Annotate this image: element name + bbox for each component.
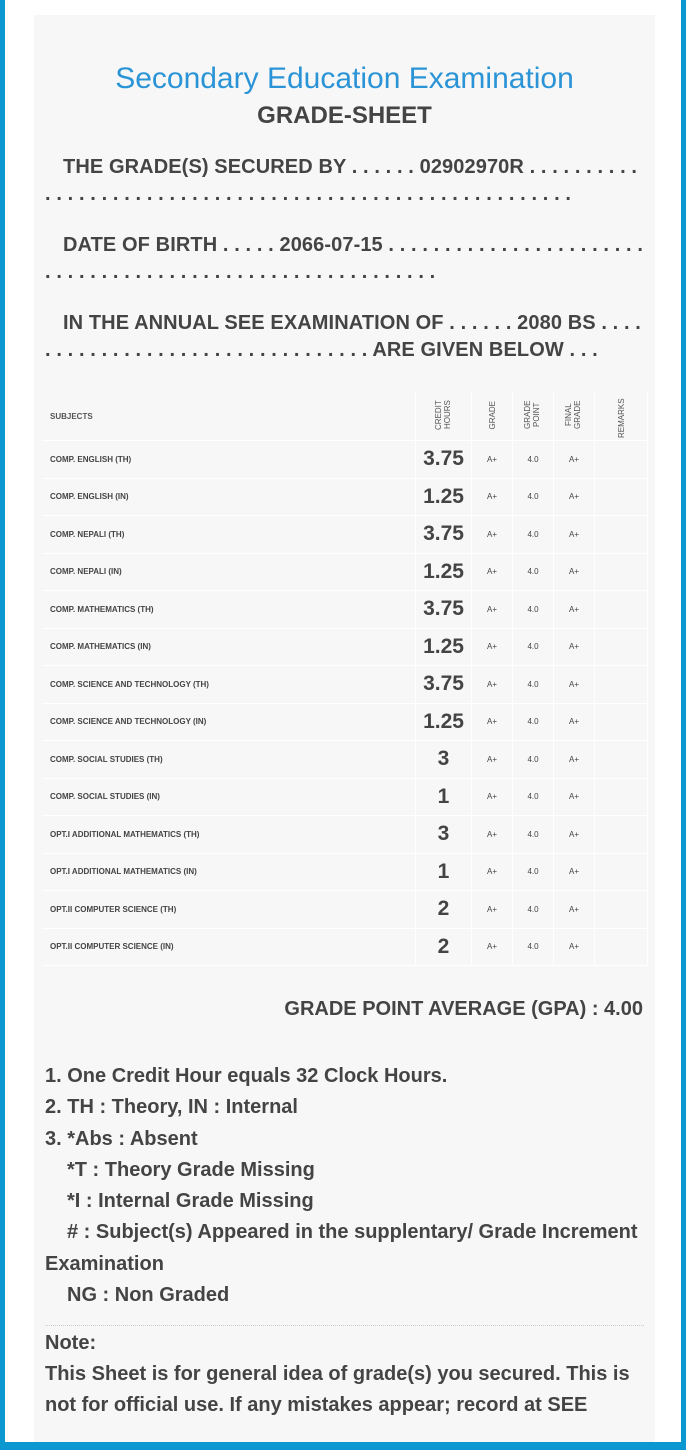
final-grade-cell: A+ — [554, 591, 595, 629]
subject-cell: OPT.I ADDITIONAL MATHEMATICS (TH) — [42, 816, 416, 854]
final-grade-cell: A+ — [554, 441, 595, 479]
header-credit-hours: CREDIT HOURS — [416, 392, 472, 441]
grade-point-cell: 4.0 — [513, 891, 554, 929]
header-remarks: REMARKS — [595, 392, 648, 441]
table-row — [42, 778, 648, 816]
dob-line: DATE OF BIRTH . . . . . 2066-07-15 . . . . . . . . . . . . . . . . . . . . . . . . . . . . . . . . . . . . . . . . . . . . . . . . . . . . . . . . . . — [45, 234, 643, 283]
credit-hours-cell: 1.25 — [416, 553, 472, 591]
remarks-cell — [595, 741, 648, 779]
remarks-cell — [595, 778, 648, 816]
grade-sheet-card — [34, 15, 655, 1442]
grade-point-cell: 4.0 — [513, 441, 554, 479]
secured-by-line: THE GRADE(S) SECURED BY . . . . . . 02902970R . . . . . . . . . . . . . . . . . . . . . . . . . . . . . . . . . . . . . . . . . . . . . . . . . . . . . . . . . — [45, 156, 638, 205]
subject-cell: COMP. SOCIAL STUDIES (IN) — [42, 778, 416, 816]
grade-cell: A+ — [472, 853, 513, 891]
final-grade-cell: A+ — [554, 928, 595, 966]
grade-point-cell: 4.0 — [513, 666, 554, 704]
table-row — [42, 816, 648, 854]
subject-cell: OPT.II COMPUTER SCIENCE (TH) — [42, 891, 416, 929]
subject-cell: COMP. NEPALI (IN) — [42, 553, 416, 591]
remarks-cell — [595, 891, 648, 929]
grade-cell: A+ — [472, 666, 513, 704]
note-text: This Sheet is for general idea of grade(s) you secured. This is not for official use. If any mistakes appear; record at SEE — [45, 1363, 630, 1417]
table-row — [42, 516, 648, 554]
subject-cell: COMP. SCIENCE AND TECHNOLOGY (IN) — [42, 703, 416, 741]
header-subjects: SUBJECTS — [42, 392, 416, 441]
gpa-summary: GRADE POINT AVERAGE (GPA) : 4.00 — [284, 998, 643, 1020]
subject-cell: COMP. ENGLISH (IN) — [42, 478, 416, 516]
final-grade-cell: A+ — [554, 628, 595, 666]
table-row — [42, 928, 648, 966]
final-grade-cell: A+ — [554, 666, 595, 704]
legend-item: *I : Internal Grade Missing — [67, 1190, 314, 1213]
divider — [45, 1325, 644, 1326]
credit-hours-cell: 3.75 — [416, 666, 472, 704]
legend-item: 1. One Credit Hour equals 32 Clock Hours. — [45, 1065, 448, 1087]
table-row — [42, 591, 648, 629]
subject-cell: OPT.I ADDITIONAL MATHEMATICS (IN) — [42, 853, 416, 891]
final-grade-cell: A+ — [554, 816, 595, 854]
subject-cell: COMP. SCIENCE AND TECHNOLOGY (TH) — [42, 666, 416, 704]
remarks-cell — [595, 853, 648, 891]
credit-hours-cell: 3 — [416, 741, 472, 779]
grade-point-cell: 4.0 — [513, 628, 554, 666]
grade-point-cell: 4.0 — [513, 478, 554, 516]
header-final-grade: FINAL GRADE — [554, 392, 595, 441]
subject-cell: COMP. NEPALI (TH) — [42, 516, 416, 554]
table-row — [42, 628, 648, 666]
table-row — [42, 478, 648, 516]
grade-point-cell: 4.0 — [513, 816, 554, 854]
subject-cell: COMP. SOCIAL STUDIES (TH) — [42, 741, 416, 779]
credit-hours-cell: 3.75 — [416, 516, 472, 554]
remarks-cell — [595, 553, 648, 591]
grade-cell: A+ — [472, 741, 513, 779]
remarks-cell — [595, 591, 648, 629]
remarks-cell — [595, 666, 648, 704]
table-row — [42, 441, 648, 479]
grade-point-cell: 4.0 — [513, 516, 554, 554]
legend-item: 3. *Abs : Absent — [45, 1127, 198, 1150]
note-label: Note: — [45, 1332, 97, 1355]
remarks-cell — [595, 516, 648, 554]
credit-hours-cell: 3.75 — [416, 591, 472, 629]
final-grade-cell: A+ — [554, 553, 595, 591]
final-grade-cell: A+ — [554, 478, 595, 516]
grades-table — [42, 392, 648, 966]
credit-hours-cell: 1.25 — [416, 478, 472, 516]
grade-cell: A+ — [472, 441, 513, 479]
grade-cell: A+ — [472, 891, 513, 929]
grade-point-cell: 4.0 — [513, 741, 554, 779]
final-grade-cell: A+ — [554, 516, 595, 554]
grade-cell: A+ — [472, 778, 513, 816]
grade-sheet-heading: GRADE-SHEET — [257, 102, 432, 129]
legend-list — [42, 1061, 647, 1311]
credit-hours-cell: 3 — [416, 816, 472, 854]
grade-point-cell: 4.0 — [513, 591, 554, 629]
exam-year-line: IN THE ANNUAL SEE EXAMINATION OF . . . . . . 2080 BS . . . . . . . . . . . . . . . . . . . . . . . . . . . . . . . . . ARE GIVEN BELOW . . . — [45, 312, 641, 361]
credit-hours-cell: 3.75 — [416, 441, 472, 479]
legend-item: # : Subject(s) Appeared in the supplentary/ Grade Increment Examination — [45, 1221, 638, 1275]
grade-cell: A+ — [472, 591, 513, 629]
final-grade-cell: A+ — [554, 853, 595, 891]
table-row — [42, 703, 648, 741]
grade-cell: A+ — [472, 478, 513, 516]
credit-hours-cell: 1 — [416, 778, 472, 816]
subject-cell: COMP. MATHEMATICS (IN) — [42, 628, 416, 666]
header-grade-point: GRADE POINT — [513, 392, 554, 441]
grade-cell: A+ — [472, 516, 513, 554]
table-header-row — [42, 392, 648, 441]
header-grade: GRADE — [472, 392, 513, 441]
subject-cell: COMP. MATHEMATICS (TH) — [42, 591, 416, 629]
legend-item: *T : Theory Grade Missing — [67, 1158, 315, 1181]
final-grade-cell: A+ — [554, 741, 595, 779]
grade-cell: A+ — [472, 703, 513, 741]
page-frame — [5, 0, 681, 1442]
subject-cell: OPT.II COMPUTER SCIENCE (IN) — [42, 928, 416, 966]
table-row — [42, 741, 648, 779]
credit-hours-cell: 1.25 — [416, 703, 472, 741]
grade-cell: A+ — [472, 816, 513, 854]
legend-item: NG : Non Graded — [67, 1284, 230, 1307]
table-row — [42, 853, 648, 891]
grade-point-cell: 4.0 — [513, 703, 554, 741]
grade-cell: A+ — [472, 553, 513, 591]
credit-hours-cell: 2 — [416, 928, 472, 966]
remarks-cell — [595, 628, 648, 666]
final-grade-cell: A+ — [554, 891, 595, 929]
remarks-cell — [595, 441, 648, 479]
grade-point-cell: 4.0 — [513, 928, 554, 966]
final-grade-cell: A+ — [554, 703, 595, 741]
remarks-cell — [595, 703, 648, 741]
credit-hours-cell: 1.25 — [416, 628, 472, 666]
grade-point-cell: 4.0 — [513, 778, 554, 816]
grade-point-cell: 4.0 — [513, 553, 554, 591]
grade-cell: A+ — [472, 628, 513, 666]
subject-cell: COMP. ENGLISH (TH) — [42, 441, 416, 479]
table-row — [42, 553, 648, 591]
table-row — [42, 891, 648, 929]
remarks-cell — [595, 816, 648, 854]
remarks-cell — [595, 478, 648, 516]
grade-cell: A+ — [472, 928, 513, 966]
credit-hours-cell: 2 — [416, 891, 472, 929]
final-grade-cell: A+ — [554, 778, 595, 816]
table-row — [42, 666, 648, 704]
legend-item: 2. TH : Theory, IN : Internal — [45, 1096, 298, 1119]
remarks-cell — [595, 928, 648, 966]
exam-title: Secondary Education Examination — [115, 62, 574, 95]
credit-hours-cell: 1 — [416, 853, 472, 891]
grade-point-cell: 4.0 — [513, 853, 554, 891]
